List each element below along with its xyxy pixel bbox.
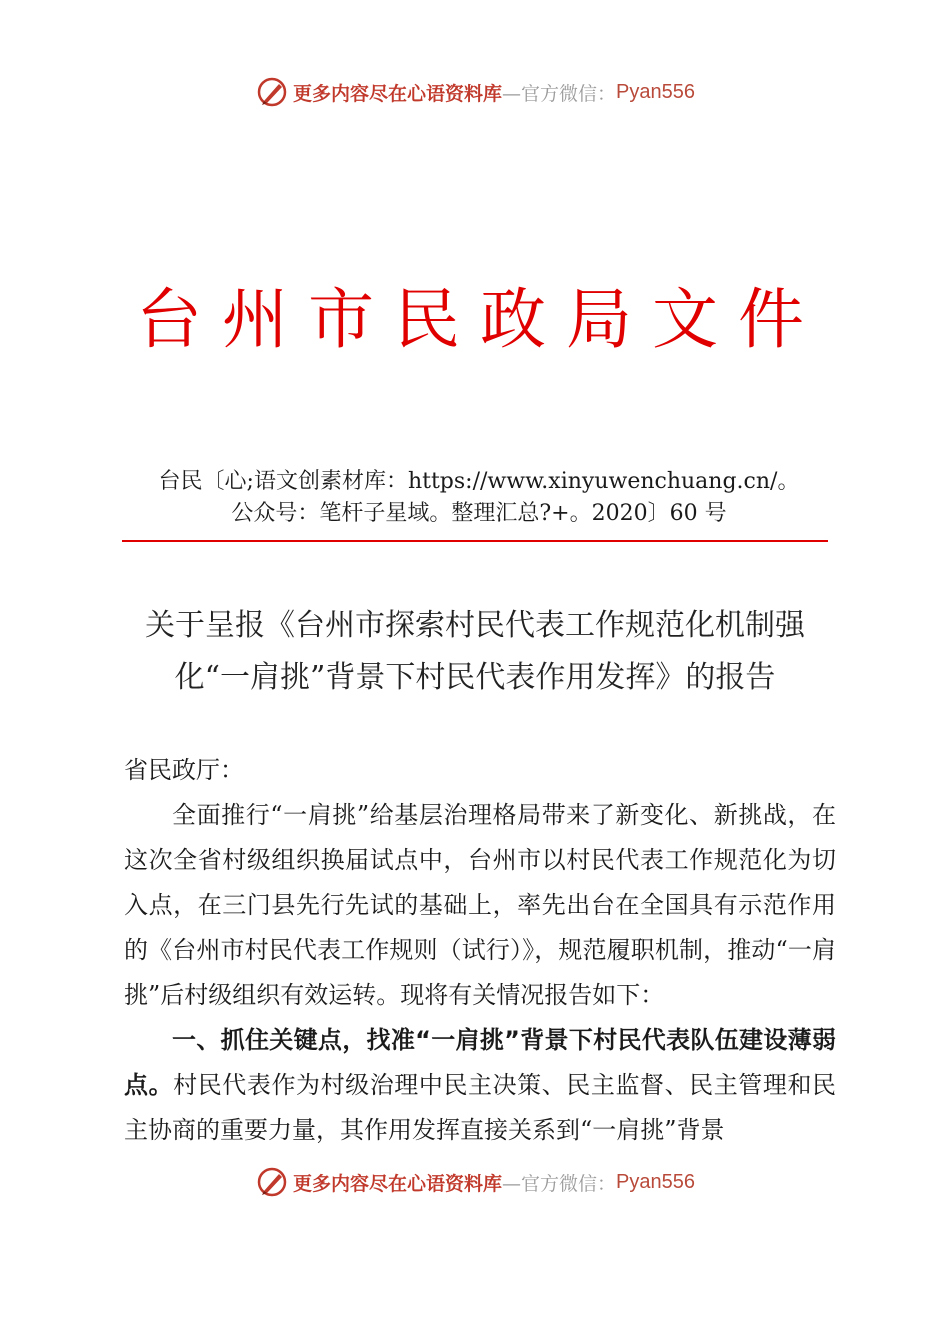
section-heading-1: 一、抓住关键点，找准“一肩挑”背景下村民代表队伍建设薄弱点。 bbox=[124, 1026, 836, 1099]
body-paragraph-2 bbox=[124, 1018, 836, 1153]
watermark-text-id: Pyan556 bbox=[616, 1170, 695, 1193]
salutation: 省民政厅： bbox=[124, 756, 244, 784]
document-number-line2: 公众号：笔杆子星域。整理汇总?+。2020〕60 号 bbox=[231, 501, 727, 526]
issuing-org-title: 台州市民政局文件 bbox=[136, 281, 824, 358]
document-number bbox=[124, 466, 834, 530]
pen-logo-icon bbox=[255, 75, 289, 109]
document-number-line1: 台民〔心;语文创素材库：https://www.xinyuwenchuang.cn/。 bbox=[158, 469, 800, 494]
document-body bbox=[124, 748, 836, 1153]
watermark-text-main: 更多内容尽在心语资料库 bbox=[293, 1172, 503, 1195]
body-paragraph-2-text: 村民代表作为村级治理中民主决策、民主监督、民主管理和民主协商的重要力量，其作用发挥直接关系到“一肩挑”背景 bbox=[124, 1071, 837, 1144]
watermark-banner-bottom bbox=[0, 1162, 950, 1202]
watermark-banner-top bbox=[0, 72, 950, 112]
pen-logo-icon bbox=[255, 1165, 289, 1199]
watermark-text-wechat: —官方微信： bbox=[502, 1172, 617, 1195]
watermark-text-main: 更多内容尽在心语资料库 bbox=[293, 82, 503, 105]
watermark-text-id: Pyan556 bbox=[616, 80, 695, 103]
document-subject: 关于呈报《台州市探索村民代表工作规范化机制强化“一肩挑”背景下村民代表作用发挥》的报告 bbox=[145, 608, 805, 695]
body-paragraph-1: 全面推行“一肩挑”给基层治理格局带来了新变化、新挑战，在这次全省村级组织换届试点中，台州市以村民代表工作规范化为切入点，在三门县先行先试的基础上，率先出台在全国具有示范作用的《台州市村民代表工作规则（试行）》，规范履职机制，推动“一肩挑”后村级组织有效运转。现将有关情况报告如下： bbox=[124, 801, 836, 1009]
red-divider bbox=[122, 540, 828, 542]
watermark-text-wechat: —官方微信： bbox=[502, 82, 617, 105]
